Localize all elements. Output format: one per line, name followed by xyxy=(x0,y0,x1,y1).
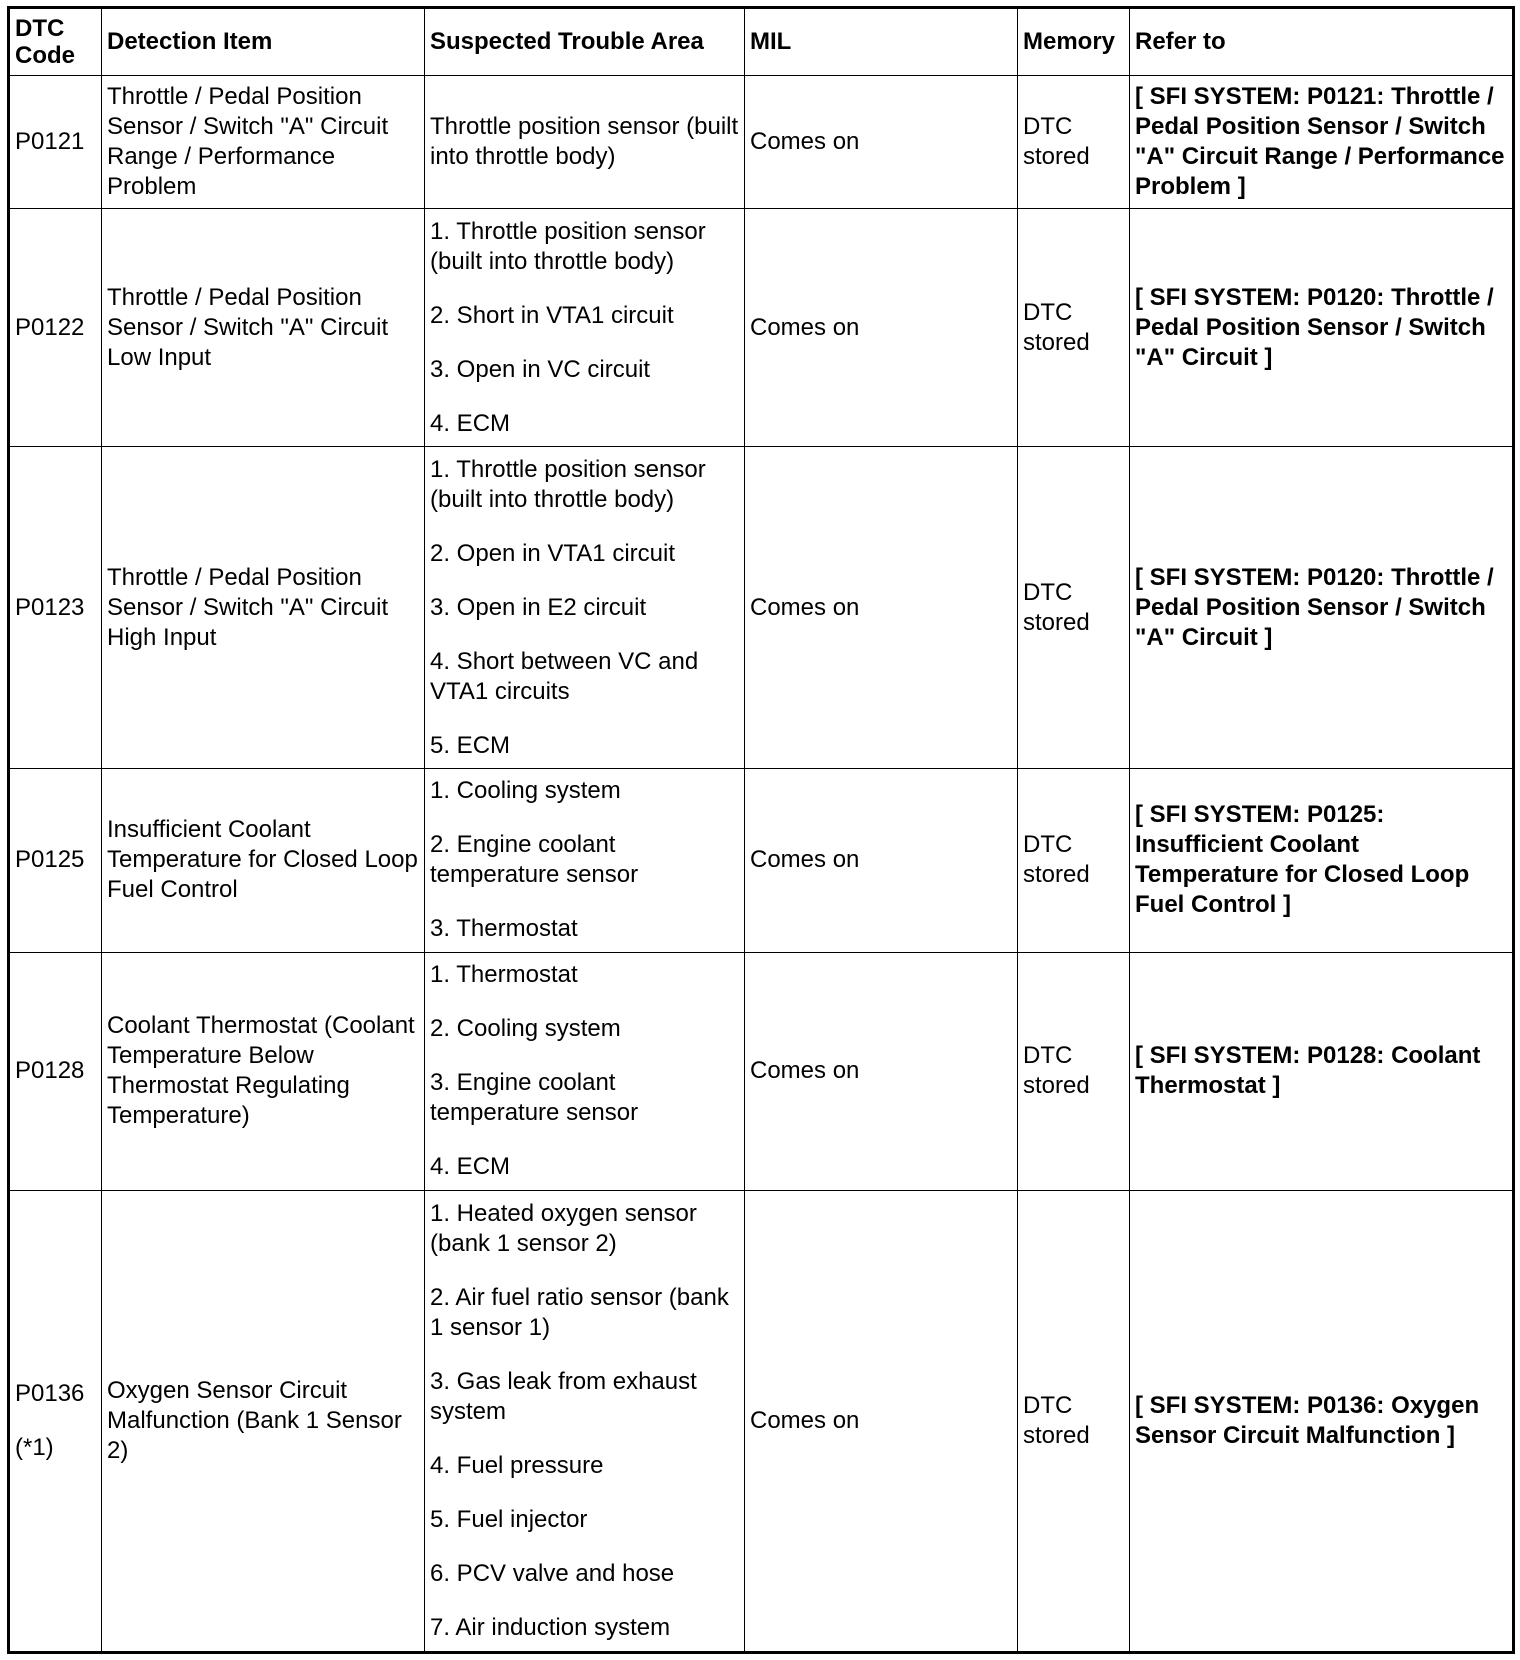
detection-item-cell: Insufficient Coolant Temperature for Closed Loop Fuel Control xyxy=(102,769,425,952)
memory-cell: DTC stored xyxy=(1018,76,1130,209)
suspected-trouble-area-cell xyxy=(425,1190,745,1652)
dtc-code: P0121 xyxy=(15,128,85,156)
refer-to-cell: [ SFI SYSTEM: P0125: Insufficient Coolant Temperature for Closed Loop Fuel Control ] xyxy=(1130,769,1514,952)
detection-item-cell: Throttle / Pedal Position Sensor / Switch "A" Circuit High Input xyxy=(102,447,425,769)
mil-cell: Comes on xyxy=(745,769,1018,952)
trouble-area-item: Throttle position sensor (built into throttle body) xyxy=(430,113,739,171)
suspected-trouble-area-cell xyxy=(425,447,745,769)
trouble-area-list xyxy=(430,960,739,1182)
detection-item-cell: Throttle / Pedal Position Sensor / Switch "A" Circuit Low Input xyxy=(102,209,425,447)
trouble-area-item: 6. PCV valve and hose xyxy=(430,1559,675,1587)
dtc-code-cell xyxy=(9,769,102,952)
dtc-code: P0125 xyxy=(15,846,85,874)
trouble-area-item: 1. Throttle position sensor (built into throttle body) xyxy=(430,455,706,513)
trouble-area-item: 3. Thermostat xyxy=(430,915,578,943)
header-mil: MIL xyxy=(745,8,1018,76)
dtc-code-cell xyxy=(9,447,102,769)
refer-to-cell: [ SFI SYSTEM: P0121: Throttle / Pedal Position Sensor / Switch "A" Circuit Range / Performance Problem ] xyxy=(1130,76,1514,209)
trouble-area-item: 2. Open in VTA1 circuit xyxy=(430,539,675,567)
mil-cell: Comes on xyxy=(745,76,1018,209)
trouble-area-list xyxy=(430,1199,739,1643)
trouble-area-item: 2. Short in VTA1 circuit xyxy=(430,301,674,329)
header-memory: Memory xyxy=(1018,8,1130,76)
trouble-area-list xyxy=(430,455,739,761)
header-dtc-code: DTC Code xyxy=(9,8,102,76)
mil-cell: Comes on xyxy=(745,952,1018,1190)
trouble-area-item: 4. ECM xyxy=(430,409,511,437)
trouble-area-item: 3. Engine coolant temperature sensor xyxy=(430,1069,639,1127)
table-row xyxy=(9,952,1514,1190)
mil-cell: Comes on xyxy=(745,1190,1018,1652)
refer-to-cell: [ SFI SYSTEM: P0136: Oxygen Sensor Circuit Malfunction ] xyxy=(1130,1190,1514,1652)
detection-item-cell: Oxygen Sensor Circuit Malfunction (Bank 1 Sensor 2) xyxy=(102,1190,425,1652)
dtc-code: P0122 xyxy=(15,313,85,341)
mil-cell: Comes on xyxy=(745,209,1018,447)
trouble-area-list xyxy=(430,112,739,172)
trouble-area-item: 4. ECM xyxy=(430,1153,511,1181)
detection-item-cell: Coolant Thermostat (Coolant Temperature Below Thermostat Regulating Temperature) xyxy=(102,952,425,1190)
dtc-table xyxy=(7,6,1515,1654)
dtc-code-cell xyxy=(9,76,102,209)
header-refer-to: Refer to xyxy=(1130,8,1514,76)
table-row xyxy=(9,447,1514,769)
trouble-area-item: 2. Cooling system xyxy=(430,1015,621,1043)
trouble-area-item: 5. ECM xyxy=(430,731,511,759)
suspected-trouble-area-cell xyxy=(425,209,745,447)
memory-cell: DTC stored xyxy=(1018,769,1130,952)
dtc-code-cell xyxy=(9,1190,102,1652)
suspected-trouble-area-cell xyxy=(425,76,745,209)
refer-to-cell: [ SFI SYSTEM: P0128: Coolant Thermostat ] xyxy=(1130,952,1514,1190)
refer-to-cell: [ SFI SYSTEM: P0120: Throttle / Pedal Position Sensor / Switch "A" Circuit ] xyxy=(1130,209,1514,447)
table-row xyxy=(9,1190,1514,1652)
table-row xyxy=(9,209,1514,447)
trouble-area-item: 1. Thermostat xyxy=(430,961,578,989)
trouble-area-list xyxy=(430,776,739,944)
memory-cell: DTC stored xyxy=(1018,447,1130,769)
trouble-area-item: 5. Fuel injector xyxy=(430,1505,588,1533)
dtc-code: P0136 xyxy=(15,1379,85,1407)
memory-cell: DTC stored xyxy=(1018,209,1130,447)
table-row xyxy=(9,76,1514,209)
header-suspected-trouble-area: Suspected Trouble Area xyxy=(425,8,745,76)
memory-cell: DTC stored xyxy=(1018,952,1130,1190)
dtc-code: P0128 xyxy=(15,1057,85,1085)
trouble-area-item: 4. Short between VC and VTA1 circuits xyxy=(430,647,699,705)
refer-to-cell: [ SFI SYSTEM: P0120: Throttle / Pedal Position Sensor / Switch "A" Circuit ] xyxy=(1130,447,1514,769)
table-body xyxy=(9,76,1514,1653)
trouble-area-item: 3. Gas leak from exhaust system xyxy=(430,1367,697,1425)
trouble-area-item: 7. Air induction system xyxy=(430,1613,671,1641)
trouble-area-item: 4. Fuel pressure xyxy=(430,1451,604,1479)
trouble-area-item: 2. Air fuel ratio sensor (bank 1 sensor 1) xyxy=(430,1283,729,1341)
trouble-area-item: 1. Throttle position sensor (built into throttle body) xyxy=(430,217,706,275)
header-row xyxy=(9,8,1514,76)
trouble-area-item: 1. Heated oxygen sensor (bank 1 sensor 2) xyxy=(430,1199,697,1257)
suspected-trouble-area-cell xyxy=(425,769,745,952)
memory-cell: DTC stored xyxy=(1018,1190,1130,1652)
trouble-area-item: 3. Open in VC circuit xyxy=(430,355,651,383)
trouble-area-item: 1. Cooling system xyxy=(430,777,621,805)
trouble-area-item: 2. Engine coolant temperature sensor xyxy=(430,831,639,889)
dtc-code: P0123 xyxy=(15,593,85,621)
detection-item-cell: Throttle / Pedal Position Sensor / Switch "A" Circuit Range / Performance Problem xyxy=(102,76,425,209)
trouble-area-item: 3. Open in E2 circuit xyxy=(430,593,647,621)
header-detection-item: Detection Item xyxy=(102,8,425,76)
mil-cell: Comes on xyxy=(745,447,1018,769)
dtc-code-note: (*1) xyxy=(15,1433,54,1461)
dtc-code-cell xyxy=(9,952,102,1190)
trouble-area-list xyxy=(430,217,739,439)
suspected-trouble-area-cell xyxy=(425,952,745,1190)
table-row xyxy=(9,769,1514,952)
dtc-code-cell xyxy=(9,209,102,447)
